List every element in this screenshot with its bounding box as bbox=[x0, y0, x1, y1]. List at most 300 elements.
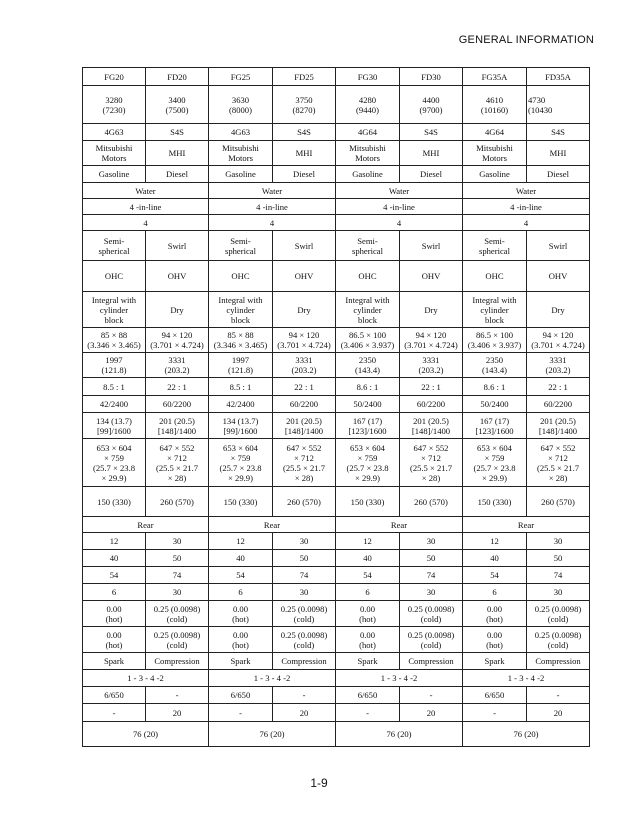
cell-text-line: 60/2200 bbox=[543, 399, 573, 409]
table-cell bbox=[146, 292, 209, 328]
cell-text-line: Compression bbox=[154, 656, 200, 666]
cell-text-line: × 29.9) bbox=[228, 472, 253, 483]
table-cell bbox=[209, 183, 336, 199]
cell-text-line: (cold) bbox=[547, 613, 569, 624]
cell-text-line: FG35A bbox=[481, 71, 508, 82]
table-cell bbox=[336, 413, 400, 439]
table-cell bbox=[400, 124, 463, 141]
table-cell bbox=[209, 292, 273, 328]
cell-text-line: Water bbox=[261, 185, 283, 196]
cell-text-line: 30 bbox=[172, 587, 182, 597]
table-row bbox=[83, 68, 590, 86]
cell-text-line: cylinder bbox=[353, 304, 382, 315]
table-cell bbox=[273, 533, 336, 550]
cell-text-line: 653 × 604 bbox=[96, 442, 132, 453]
specification-table bbox=[82, 67, 590, 747]
cell-text-line: 6 bbox=[111, 587, 117, 597]
cell-text-line: 0.25 (0.0098) bbox=[407, 629, 455, 640]
cell-text-line: - bbox=[302, 690, 306, 700]
table-cell bbox=[463, 378, 527, 396]
cell-text-line: (8270) bbox=[292, 104, 316, 115]
cell-text-line: 2350 bbox=[358, 355, 377, 365]
cell-text-line: (121.8) bbox=[101, 365, 127, 375]
table-cell bbox=[83, 627, 146, 653]
table-cell bbox=[463, 141, 527, 166]
table-cell bbox=[400, 68, 463, 86]
table-row bbox=[83, 231, 590, 261]
table-cell bbox=[400, 439, 463, 487]
table-cell bbox=[83, 722, 209, 747]
cell-text-line: (cold) bbox=[420, 613, 442, 624]
cell-text-line: Gasoline bbox=[98, 169, 130, 179]
cell-text-line: S4S bbox=[170, 127, 184, 137]
table-row bbox=[83, 627, 590, 653]
cell-text-line: (hot) bbox=[232, 639, 249, 650]
cell-text-line: spherical bbox=[351, 245, 384, 256]
cell-text-line: 4G63 bbox=[230, 127, 251, 137]
cell-text-line: Rear bbox=[263, 519, 281, 530]
table-cell bbox=[336, 124, 400, 141]
table-cell bbox=[463, 439, 527, 487]
cell-text-line: (hot) bbox=[105, 639, 123, 650]
table-cell bbox=[209, 353, 273, 378]
cell-text-line: (10430 bbox=[528, 104, 553, 115]
table-cell bbox=[463, 704, 527, 722]
table-cell bbox=[273, 704, 336, 722]
cell-text-line: 2350 bbox=[485, 355, 504, 365]
table-cell bbox=[146, 396, 209, 413]
cell-text-line: 647 × 552 bbox=[413, 442, 449, 453]
cell-text-line: 3331 bbox=[422, 355, 440, 365]
table-cell bbox=[83, 601, 146, 627]
cell-text-line: FG25 bbox=[230, 71, 251, 82]
cell-text-line: Diesel bbox=[166, 169, 188, 179]
cell-text-line: Motors bbox=[482, 153, 507, 163]
cell-text-line: 0.00 bbox=[232, 629, 249, 640]
table-cell bbox=[400, 261, 463, 292]
cell-text-line: 134 (13.7) bbox=[96, 415, 132, 426]
table-cell bbox=[463, 124, 527, 141]
cell-text-line: (3.701 × 4.724) bbox=[150, 340, 204, 350]
cell-text-line: - bbox=[556, 690, 560, 700]
table-cell bbox=[527, 550, 590, 567]
cell-text-line: 8.6 : 1 bbox=[356, 381, 379, 392]
table-cell bbox=[209, 533, 273, 550]
table-cell bbox=[463, 261, 527, 292]
table-cell bbox=[400, 627, 463, 653]
cell-text-line: 30 bbox=[299, 587, 309, 597]
cell-text-line: 86.5 × 100 bbox=[475, 330, 514, 340]
table-cell bbox=[273, 292, 336, 328]
table-cell bbox=[209, 567, 273, 584]
cell-text-line: Dry bbox=[551, 304, 565, 315]
cell-text-line: (hot) bbox=[232, 613, 249, 624]
table-cell bbox=[83, 86, 146, 124]
table-cell bbox=[209, 124, 273, 141]
cell-text-line: - bbox=[366, 707, 369, 718]
table-cell bbox=[527, 68, 590, 86]
cell-text-line: (hot) bbox=[359, 613, 376, 624]
cell-text-line: × 712 bbox=[548, 452, 568, 463]
cell-text-line: MHI bbox=[168, 148, 186, 158]
cell-text-line: 60/2200 bbox=[289, 399, 319, 409]
cell-text-line: (3.701 × 4.724) bbox=[404, 340, 458, 350]
cell-text-line: block bbox=[104, 314, 124, 325]
table-cell bbox=[83, 413, 146, 439]
cell-text-line: (hot) bbox=[486, 613, 503, 624]
cell-text-line: 74 bbox=[426, 570, 436, 580]
table-cell bbox=[83, 550, 146, 567]
cell-text-line: 6/650 bbox=[104, 690, 124, 700]
cell-text-line: Compression bbox=[535, 656, 581, 666]
table-row bbox=[83, 584, 590, 601]
table-row bbox=[83, 687, 590, 704]
table-cell bbox=[273, 353, 336, 378]
table-cell bbox=[463, 487, 527, 517]
cell-text-line: OHC bbox=[358, 271, 377, 281]
table-cell bbox=[273, 86, 336, 124]
table-row bbox=[83, 722, 590, 747]
cell-text-line: (203.2) bbox=[545, 365, 571, 375]
table-cell bbox=[146, 584, 209, 601]
cell-text-line: spherical bbox=[98, 245, 130, 256]
cell-text-line: Mitsubishi bbox=[476, 143, 513, 153]
cell-text-line: 1 - 3 - 4 -2 bbox=[127, 673, 164, 683]
cell-text-line: 20 bbox=[553, 707, 563, 718]
cell-text-line: Spark bbox=[103, 656, 125, 666]
table-row bbox=[83, 166, 590, 183]
cell-text-line: (8000) bbox=[229, 104, 252, 115]
cell-text-line: Compression bbox=[408, 656, 454, 666]
cell-text-line: 0.00 bbox=[106, 629, 122, 640]
cell-text-line: (25.5 × 21.7 bbox=[282, 462, 326, 473]
cell-text-line: Semi- bbox=[230, 235, 251, 246]
table-row bbox=[83, 183, 590, 199]
table-cell bbox=[83, 487, 146, 517]
cell-text-line: spherical bbox=[224, 245, 257, 256]
cell-text-line: Motors bbox=[355, 153, 380, 163]
table-cell bbox=[146, 353, 209, 378]
cell-text-line: 647 × 552 bbox=[540, 442, 576, 453]
table-cell bbox=[527, 166, 590, 183]
table-cell bbox=[83, 584, 146, 601]
cell-text-line: 40 bbox=[236, 553, 245, 563]
cell-text-line: 60/2200 bbox=[416, 399, 446, 409]
table-cell bbox=[463, 722, 590, 747]
table-row bbox=[83, 704, 590, 722]
table-cell bbox=[400, 292, 463, 328]
table-cell bbox=[273, 567, 336, 584]
table-cell bbox=[527, 292, 590, 328]
table-cell bbox=[463, 231, 527, 261]
cell-text-line: 0.00 bbox=[232, 603, 249, 614]
table-cell bbox=[209, 550, 273, 567]
table-cell bbox=[463, 86, 527, 124]
cell-text-line: 201 (20.5) bbox=[286, 415, 322, 426]
table-row bbox=[83, 328, 590, 353]
cell-text-line: [148]/1400 bbox=[411, 425, 451, 436]
cell-text-line: Swirl bbox=[548, 240, 568, 251]
table-cell bbox=[83, 231, 146, 261]
cell-text-line: 3331 bbox=[295, 355, 313, 365]
cell-text-line: 4G64 bbox=[357, 127, 378, 137]
cell-text-line: 4 -in-line bbox=[383, 201, 415, 212]
cell-text-line: (3.346 × 3.465) bbox=[213, 340, 268, 350]
table-row bbox=[83, 653, 590, 670]
cell-text-line: 201 (20.5) bbox=[159, 415, 195, 426]
cell-text-line: block bbox=[230, 314, 251, 325]
table-row bbox=[83, 353, 590, 378]
table-cell bbox=[336, 584, 400, 601]
table-cell bbox=[463, 627, 527, 653]
table-cell bbox=[527, 141, 590, 166]
table-cell bbox=[400, 231, 463, 261]
table-cell bbox=[463, 687, 527, 704]
cell-text-line: [123]/1600 bbox=[348, 425, 387, 436]
cell-text-line: 0.25 (0.0098) bbox=[280, 629, 328, 640]
table-cell bbox=[336, 141, 400, 166]
table-cell bbox=[463, 413, 527, 439]
cell-text-line: 1997 bbox=[231, 355, 250, 365]
cell-text-line: Semi- bbox=[357, 235, 378, 246]
cell-text-line: × 712 bbox=[294, 452, 314, 463]
cell-text-line: (3.701 × 4.724) bbox=[531, 340, 585, 350]
cell-text-line: Rear bbox=[517, 519, 535, 530]
cell-text-line: 50/2400 bbox=[480, 399, 509, 409]
table-cell bbox=[400, 378, 463, 396]
cell-text-line: (25.5 × 21.7 bbox=[536, 462, 580, 473]
table-cell bbox=[209, 627, 273, 653]
cell-text-line: (3.406 × 3.937) bbox=[467, 340, 522, 350]
cell-text-line: 74 bbox=[553, 570, 563, 580]
table-cell bbox=[400, 653, 463, 670]
cell-text-line: (203.2) bbox=[291, 365, 317, 375]
cell-text-line: 4610 bbox=[485, 94, 504, 105]
table-cell bbox=[336, 439, 400, 487]
cell-text-line: (hot) bbox=[105, 613, 123, 624]
cell-text-line: (203.2) bbox=[164, 365, 190, 375]
cell-text-line: Spark bbox=[484, 656, 505, 666]
table-cell bbox=[83, 396, 146, 413]
cell-text-line: - bbox=[112, 707, 116, 718]
table-cell bbox=[83, 261, 146, 292]
table-cell bbox=[400, 533, 463, 550]
table-cell bbox=[336, 378, 400, 396]
table-cell bbox=[527, 704, 590, 722]
cell-text-line: 134 (13.7) bbox=[222, 415, 259, 426]
cell-text-line: 50 bbox=[553, 553, 563, 563]
cell-text-line: 6/650 bbox=[484, 690, 505, 700]
table-cell bbox=[527, 584, 590, 601]
table-row bbox=[83, 670, 590, 687]
table-cell bbox=[400, 86, 463, 124]
cell-text-line: (25.5 × 21.7 bbox=[155, 462, 199, 473]
cell-text-line: 4 -in-line bbox=[510, 201, 542, 212]
table-cell bbox=[209, 687, 273, 704]
cell-text-line: (cold) bbox=[166, 613, 188, 624]
table-cell bbox=[527, 328, 590, 353]
table-cell bbox=[273, 413, 336, 439]
table-cell bbox=[146, 413, 209, 439]
table-cell bbox=[336, 166, 400, 183]
table-cell bbox=[273, 166, 336, 183]
cell-text-line: [123]/1600 bbox=[475, 425, 514, 436]
table-row bbox=[83, 487, 590, 517]
table-cell bbox=[273, 261, 336, 292]
cell-text-line: (10160) bbox=[480, 104, 509, 115]
table-cell bbox=[273, 439, 336, 487]
cell-text-line: 22 : 1 bbox=[294, 381, 314, 392]
cell-text-line: 3750 bbox=[295, 94, 313, 105]
cell-text-line: 260 (570) bbox=[160, 496, 194, 507]
cell-text-line: 85 × 88 bbox=[100, 330, 128, 340]
table-cell bbox=[273, 124, 336, 141]
cell-text-line: (cold) bbox=[293, 613, 315, 624]
table-cell bbox=[83, 215, 209, 231]
cell-text-line: (cold) bbox=[547, 639, 569, 650]
table-cell bbox=[146, 439, 209, 487]
table-cell bbox=[273, 653, 336, 670]
cell-text-line: 50 bbox=[299, 553, 309, 563]
table-cell bbox=[273, 68, 336, 86]
cell-text-line: (25.7 × 23.8 bbox=[92, 462, 136, 473]
cell-text-line: 22 : 1 bbox=[167, 381, 187, 392]
cell-text-line: Water bbox=[388, 185, 410, 196]
table-row bbox=[83, 292, 590, 328]
cell-text-line: 6 bbox=[238, 587, 243, 597]
table-cell bbox=[273, 231, 336, 261]
cell-text-line: (hot) bbox=[359, 639, 376, 650]
cell-text-line: 30 bbox=[172, 536, 182, 546]
table-cell bbox=[463, 353, 527, 378]
table-cell bbox=[209, 215, 336, 231]
cell-text-line: 647 × 552 bbox=[286, 442, 322, 453]
table-cell bbox=[336, 199, 463, 215]
cell-text-line: FD20 bbox=[167, 71, 187, 82]
cell-text-line: Dry bbox=[170, 304, 184, 315]
section-title: GENERAL INFORMATION bbox=[458, 34, 594, 46]
table-row bbox=[83, 396, 590, 413]
table-cell bbox=[146, 328, 209, 353]
cell-text-line: 3280 bbox=[105, 94, 123, 105]
cell-text-line: Dry bbox=[297, 304, 311, 315]
table-cell bbox=[336, 517, 463, 533]
table-cell bbox=[527, 396, 590, 413]
table-cell bbox=[83, 567, 146, 584]
table-cell bbox=[146, 567, 209, 584]
cell-text-line: 201 (20.5) bbox=[540, 415, 576, 426]
table-cell bbox=[463, 396, 527, 413]
cell-text-line: OHC bbox=[231, 271, 250, 281]
table-cell bbox=[209, 141, 273, 166]
cell-text-line: 30 bbox=[553, 536, 563, 546]
table-cell bbox=[463, 670, 590, 687]
cell-text-line: 4G63 bbox=[104, 127, 124, 137]
table-row bbox=[83, 124, 590, 141]
table-cell bbox=[336, 396, 400, 413]
cell-text-line: 0.00 bbox=[359, 629, 376, 640]
cell-text-line: (7500) bbox=[165, 104, 189, 115]
cell-text-line: 12 bbox=[363, 536, 372, 546]
cell-text-line: 76 (20) bbox=[513, 729, 539, 739]
cell-text-line: 94 × 120 bbox=[415, 330, 447, 340]
cell-text-line: Water bbox=[135, 185, 156, 196]
cell-text-line: (cold) bbox=[293, 639, 315, 650]
cell-text-line: × 28) bbox=[294, 472, 314, 483]
table-cell bbox=[400, 141, 463, 166]
cell-text-line: × 759 bbox=[357, 452, 378, 463]
table-cell bbox=[336, 215, 463, 231]
table-cell bbox=[463, 166, 527, 183]
table-cell bbox=[209, 722, 336, 747]
cell-text-line: 3400 bbox=[168, 94, 186, 105]
table-cell bbox=[463, 601, 527, 627]
table-cell bbox=[209, 199, 336, 215]
cell-text-line: 6 bbox=[492, 587, 497, 597]
table-cell bbox=[527, 687, 590, 704]
table-cell bbox=[273, 328, 336, 353]
table-cell bbox=[336, 183, 463, 199]
cell-text-line: 260 (570) bbox=[541, 496, 575, 507]
cell-text-line: [148]/1400 bbox=[157, 425, 197, 436]
cell-text-line: × 712 bbox=[421, 452, 441, 463]
table-cell bbox=[273, 396, 336, 413]
table-cell bbox=[146, 68, 209, 86]
cell-text-line: 653 × 604 bbox=[350, 442, 385, 453]
table-cell bbox=[336, 261, 400, 292]
cell-text-line: 201 (20.5) bbox=[413, 415, 449, 426]
table-cell bbox=[146, 231, 209, 261]
cell-text-line: 12 bbox=[490, 536, 499, 546]
cell-text-line: 42/2400 bbox=[99, 399, 129, 409]
cell-text-line: - bbox=[429, 690, 433, 700]
table-cell bbox=[400, 704, 463, 722]
table-row bbox=[83, 378, 590, 396]
table-cell bbox=[463, 292, 527, 328]
cell-text-line: 0.25 (0.0098) bbox=[280, 603, 328, 614]
cell-text-line: Compression bbox=[281, 656, 327, 666]
table-cell bbox=[527, 601, 590, 627]
table-row bbox=[83, 533, 590, 550]
cell-text-line: 12 bbox=[109, 536, 119, 546]
cell-text-line: × 29.9) bbox=[101, 472, 127, 483]
table-cell bbox=[146, 601, 209, 627]
cell-text-line: - bbox=[239, 707, 242, 718]
cell-text-line: Diesel bbox=[420, 169, 442, 179]
cell-text-line: 50 bbox=[172, 553, 182, 563]
cell-text-line: 4 bbox=[523, 217, 529, 228]
table-cell bbox=[336, 653, 400, 670]
cell-text-line: OHC bbox=[104, 271, 124, 281]
cell-text-line: Spark bbox=[357, 656, 378, 666]
table-cell bbox=[463, 517, 590, 533]
table-cell bbox=[83, 670, 209, 687]
cell-text-line: S4S bbox=[297, 127, 311, 137]
cell-text-line: 0.25 (0.0098) bbox=[534, 603, 582, 614]
table-row bbox=[83, 199, 590, 215]
table-cell bbox=[463, 199, 590, 215]
cell-text-line: S4S bbox=[424, 127, 438, 137]
cell-text-line: (9700) bbox=[419, 104, 443, 115]
table-cell bbox=[273, 141, 336, 166]
cell-text-line: (143.4) bbox=[354, 365, 381, 375]
cell-text-line: (cold) bbox=[166, 639, 188, 650]
table-cell bbox=[336, 292, 400, 328]
cell-text-line: 0.00 bbox=[359, 603, 376, 614]
cell-text-line: spherical bbox=[478, 245, 511, 256]
table-cell bbox=[83, 166, 146, 183]
table-cell bbox=[336, 670, 463, 687]
